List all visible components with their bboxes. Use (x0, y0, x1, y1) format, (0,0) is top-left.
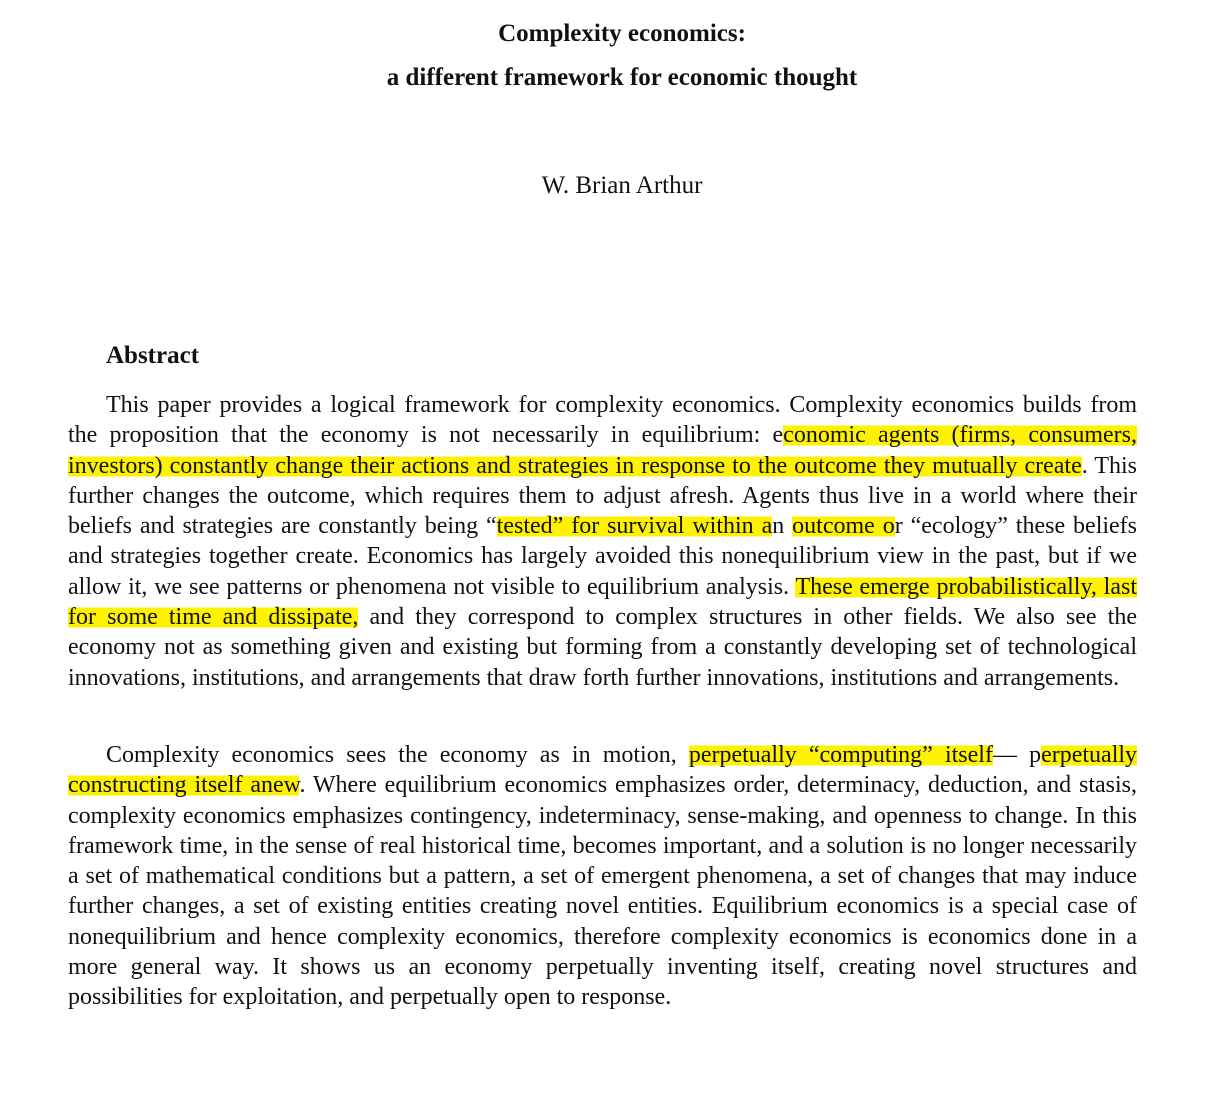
highlighted-text: tested” for survival within a (496, 513, 773, 540)
text-segment: and they correspond to complex structures in other fields. We also see the economy not as something given and existing but forming from a constantly developing set of technological innovations, institutions, and arrangements that draw forth further innovations, institutions and arrangements. (68, 604, 1137, 691)
paper-subtitle: a different framework for economic thought (386, 64, 858, 91)
author-name: W. Brian Arthur (541, 172, 703, 199)
highlighted-text: perpetually “computing” itself (688, 742, 993, 768)
text-segment: . This further changes the outcome, which requires them to adjust afresh. Agents thus live in a world where their beliefs and strategies are constantly being “ (68, 452, 1137, 540)
highlighted-text: conomic agents (firms, consumers, investors) constantly change their actions and strategies in response to the outcome they mutually create (68, 422, 1138, 479)
highlighted-text: These emerge probabilistically, last for some time and dissipate, (68, 573, 1137, 631)
text-segment: r “ecology” these beliefs and strategies together create. Economics has largely avoided this nonequilibrium view in the past, but if we allow it, we see patterns or phenomena not visible to equilibrium analysis. (68, 513, 1138, 600)
text-segment: . Where equilibrium economics emphasizes order, determinacy, deduction, and stasis, complexity economics emphasizes contingency, indeterminacy, sense-making, and openness to change. In this framework time, in the sense of real historical time, becomes important, and a solution is no longer necessarily a set of mathematical conditions but a pattern, a set of emergent phenomena, a set of changes that may induce further changes, a set of existing entities creating novel entities. Equilibrium economics is a special case of nonequilibrium and hence complexity economics, therefore complexity economics is economics done in a more general way. It shows us an economy perpetually inventing itself, creating novel structures and possibilities for exploitation, and perpetually open to response. (68, 772, 1137, 1011)
text-segment: n (772, 513, 793, 540)
paper-title: Complexity economics: (498, 20, 746, 47)
text-segment: Complexity economics sees the economy as in motion, (106, 742, 689, 768)
text-segment: This paper provides a logical framework for complexity economics. Complexity economics builds from the proposition that the economy is not necessarily in equilibrium: e (68, 392, 1137, 449)
highlighted-text: erpetually constructing itself anew (68, 742, 1138, 799)
abstract-heading: Abstract (106, 342, 200, 369)
highlighted-text: outcome o (792, 513, 895, 540)
abstract-paragraph-2 (68, 740, 1137, 1013)
abstract-paragraph-1 (68, 390, 1137, 693)
text-segment: — p (992, 742, 1042, 768)
